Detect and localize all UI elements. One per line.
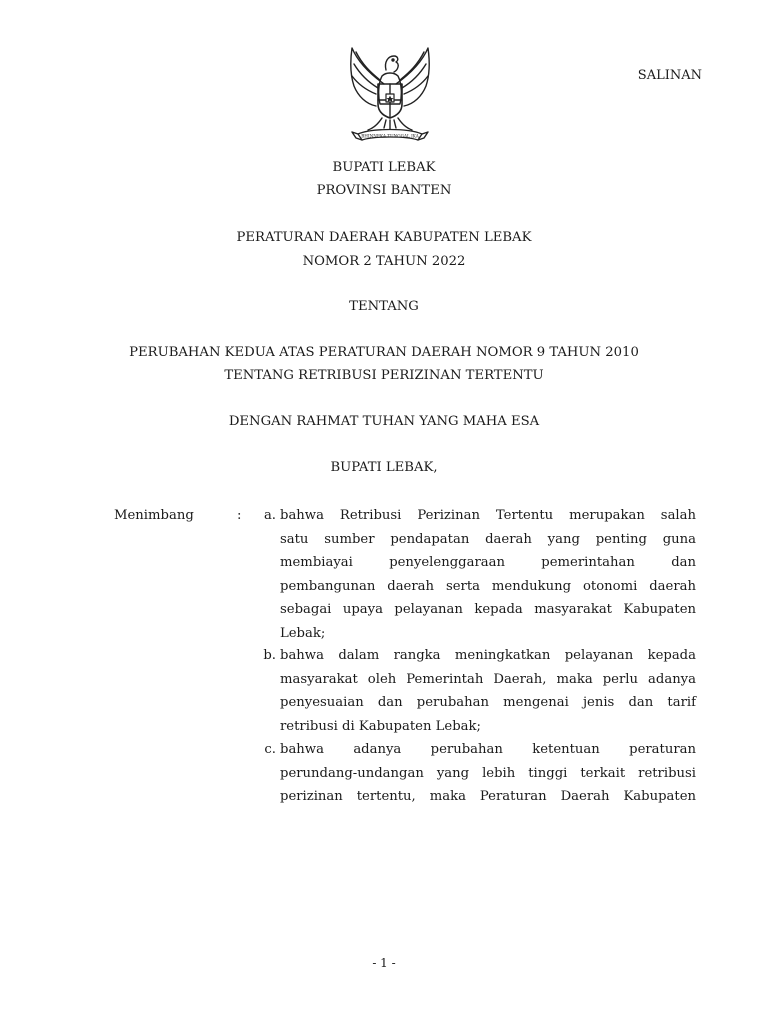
province-title: PROVINSI BANTEN bbox=[316, 183, 452, 198]
subject-line-1: PERUBAHAN KEDUA ATAS PERATURAN DAERAH NOMOR 9 TAHUN 2010 bbox=[129, 345, 639, 360]
item-letter: a. bbox=[263, 508, 276, 523]
regulation-title: PERATURAN DAERAH KABUPATEN LEBAK bbox=[236, 230, 532, 245]
item-line: bahwa Retribusi Perizinan Tertentu merupakan salah bbox=[280, 508, 696, 523]
considering-colon: : bbox=[237, 508, 242, 523]
item-line: sebagai upaya pelayanan kepada masyarakat Kabupaten bbox=[280, 602, 696, 618]
item-line: membiayai penyelenggaraan pemerintahan dan bbox=[280, 555, 696, 571]
regulation-number: NOMOR 2 TAHUN 2022 bbox=[302, 254, 466, 269]
garuda-emblem-icon bbox=[344, 44, 436, 148]
issuer-signature-heading: BUPATI LEBAK, bbox=[330, 460, 438, 475]
item-line: perizinan tertentu, maka Peraturan Daerah Kabupaten bbox=[280, 789, 696, 805]
item-line: pembangunan daerah serta mendukung otonomi daerah bbox=[280, 578, 696, 594]
item-line: bahwa dalam rangka meningkatkan pelayanan kepada bbox=[280, 648, 696, 663]
item-text bbox=[280, 644, 696, 738]
item-text bbox=[280, 738, 696, 809]
item-letter: c. bbox=[264, 742, 276, 757]
issuer-title: BUPATI LEBAK bbox=[332, 160, 436, 175]
copy-mark: SALINAN bbox=[637, 68, 702, 83]
item-line: Lebak; bbox=[280, 625, 326, 641]
item-line: masyarakat oleh Pemerintah Daerah, maka perlu adanya bbox=[280, 671, 696, 687]
item-line: bahwa adanya perubahan ketentuan peraturan bbox=[280, 742, 696, 757]
item-text bbox=[280, 504, 696, 646]
considering-label: Menimbang bbox=[114, 508, 194, 523]
item-letter: b. bbox=[263, 648, 276, 663]
item-line: satu sumber pendapatan daerah yang penting guna bbox=[280, 531, 696, 547]
emblem-motto: BHINNEKA TUNGGAL IKA bbox=[361, 133, 419, 139]
item-line: penyesuaian dan perubahan mengenai jenis dan tarif bbox=[280, 695, 696, 711]
about-heading: TENTANG bbox=[349, 299, 419, 314]
item-line: retribusi di Kabupaten Lebak; bbox=[280, 718, 481, 734]
page-number: - 1 - bbox=[372, 956, 396, 970]
item-line: perundang-undangan yang lebih tinggi terkait retribusi bbox=[280, 765, 696, 781]
invocation: DENGAN RAHMAT TUHAN YANG MAHA ESA bbox=[228, 414, 540, 429]
subject-line-2: TENTANG RETRIBUSI PERIZINAN TERTENTU bbox=[224, 368, 544, 383]
